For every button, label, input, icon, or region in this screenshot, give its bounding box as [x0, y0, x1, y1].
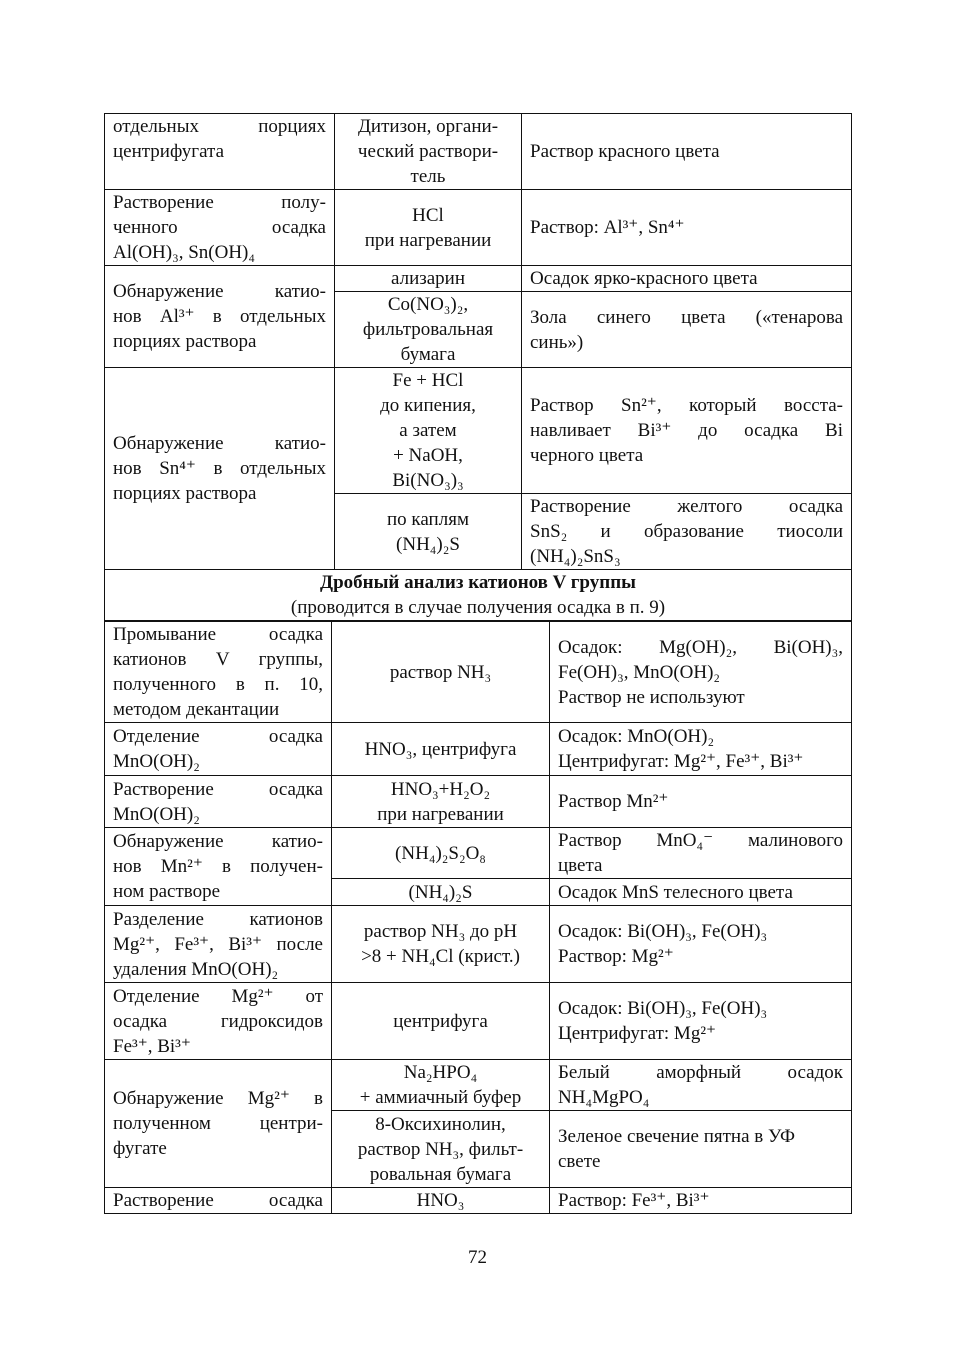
cell-line: фильтровальная	[362, 319, 494, 340]
cell-line: MnO(OH)₂	[113, 803, 200, 825]
table-row	[105, 906, 852, 983]
cell-line: HCl	[412, 204, 444, 226]
reagent-cell	[332, 1111, 550, 1188]
table-row	[105, 114, 852, 190]
cell-line: Центрифугат: Mg²⁺, Fe³⁺, Bi³⁺	[558, 751, 804, 772]
result-cell	[550, 723, 852, 776]
cell-line: навливает Bi³⁺ до осадка Bi	[530, 420, 843, 441]
cell-line: SnS₂ и образование тиосоли	[530, 521, 843, 542]
cell-line: Co(NO₃)₂,	[387, 294, 469, 315]
table-row	[105, 723, 852, 776]
section-header	[105, 570, 852, 621]
table-row	[105, 570, 852, 621]
table-row	[105, 266, 852, 292]
cell-line: Зола синего цвета («тенарова	[530, 306, 843, 328]
result-cell: Раствор красного цвета	[522, 114, 852, 190]
reagent-cell	[335, 368, 522, 494]
cell-line: свете	[558, 1151, 601, 1172]
operation-cell	[105, 190, 335, 266]
cell-line: ровальная бумага	[369, 1163, 512, 1185]
cell-line: полученном центри-	[113, 1113, 323, 1134]
cell-line: ченного осадка	[113, 217, 326, 238]
cell-line: Отделение Mg²⁺ от	[113, 985, 323, 1007]
cell-line: ном растворе	[113, 881, 221, 902]
reagent-cell	[335, 114, 522, 190]
cell-line: центрифугата	[113, 141, 225, 162]
cell-line: Белый аморфный осадок	[558, 1062, 843, 1083]
cell-line: Fe + HCl	[392, 370, 464, 391]
cell-line: ческий раствори-	[357, 141, 499, 162]
table-row	[105, 983, 852, 1060]
operation-cell	[105, 266, 335, 368]
table-row	[105, 828, 852, 879]
table-row	[105, 190, 852, 266]
result-cell	[550, 622, 852, 723]
cell-line: Обнаружение катио-	[113, 433, 326, 454]
cell-line: >8 + NH₄Cl (крист.)	[361, 946, 520, 967]
reagent-cell: HNO₃, центрифуга	[332, 723, 550, 776]
result-cell: Раствор Mn²⁺	[550, 776, 852, 828]
result-cell	[550, 828, 852, 879]
page-number: 72	[468, 1247, 487, 1268]
reagent-cell: (NH₄)₂S	[332, 879, 550, 906]
operation-cell	[105, 906, 332, 983]
cell-line: Осадок: Bi(OH)₃, Fe(OH)₃	[558, 921, 768, 942]
cell-line: (NH₄)₂S	[396, 533, 460, 555]
analysis-table-bottom	[104, 621, 852, 1214]
cell-line: Bi(NO₃)₃	[392, 470, 464, 491]
cell-line: осадка гидроксидов	[113, 1010, 323, 1032]
cell-line: Fe(OH)₃, MnO(OH)₂	[558, 661, 721, 683]
cell-line: катионов V группы,	[113, 649, 323, 670]
section-title: Дробный анализ катионов V группы	[320, 572, 636, 593]
cell-line: нов Sn⁴⁺ в отдельных	[113, 458, 326, 479]
result-cell	[522, 368, 852, 494]
cell-line: Обнаружение катио-	[113, 281, 326, 302]
cell-line: тель	[410, 166, 446, 187]
cell-line: Раствор MnO₄⁻ малинового	[558, 830, 843, 851]
cell-line: Fe³⁺, Bi³⁺	[113, 1035, 191, 1057]
cell-line: Разделение катионов	[113, 908, 323, 930]
result-cell	[550, 1111, 852, 1188]
cell-line: бумага	[400, 344, 456, 365]
cell-line: (NH₄)₂SnS₃	[530, 546, 621, 567]
reagent-cell	[332, 1060, 550, 1111]
operation-cell	[105, 114, 335, 190]
cell-line: Na₂HPO₄	[403, 1062, 478, 1083]
result-cell	[522, 292, 852, 368]
cell-line: при нагревании	[364, 229, 492, 251]
table-row	[105, 1188, 852, 1214]
cell-line: Отделение осадка	[113, 726, 323, 747]
operation-cell	[105, 828, 332, 906]
cell-line: Обнаружение Mg²⁺ в	[113, 1088, 323, 1109]
cell-line: отдельных порциях	[113, 116, 326, 137]
cell-line: полученного в п. 10,	[113, 674, 323, 695]
cell-line: Центрифугат: Mg²⁺	[558, 1023, 717, 1044]
cell-line: Растворение желтого осадка	[530, 496, 843, 517]
cell-line: а затем	[399, 420, 457, 441]
operation-cell	[105, 368, 335, 570]
cell-line: Mg²⁺, Fe³⁺, Bi³⁺ после	[113, 933, 323, 955]
cell-line: Растворение осадка	[113, 778, 323, 800]
reagent-cell: HNO₃	[332, 1188, 550, 1214]
reagent-cell: ализарин	[335, 266, 522, 292]
reagent-cell	[332, 906, 550, 983]
reagent-cell: центрифуга	[332, 983, 550, 1060]
cell-line: удаления MnO(OH)₂	[113, 958, 279, 980]
reagent-cell	[335, 292, 522, 368]
cell-line: Раствор: Mg²⁺	[558, 946, 674, 967]
cell-line: методом декантации	[113, 699, 280, 720]
cell-line: фугате	[113, 1138, 167, 1159]
result-cell	[550, 1060, 852, 1111]
table-row	[105, 776, 852, 828]
operation-cell	[105, 622, 332, 723]
section-subtitle: (проводится в случае получения осадка в п. 9)	[290, 597, 666, 618]
reagent-cell	[335, 190, 522, 266]
cell-line: + NaOH,	[393, 445, 463, 466]
reagent-cell: (NH₄)₂S₂O₈	[332, 828, 550, 879]
cell-line: NH₄MgPO₄	[558, 1087, 650, 1108]
cell-line: раствор NH₃, фильт-	[357, 1138, 524, 1160]
cell-line: MnO(OH)₂	[113, 751, 200, 772]
cell-line: при нагревании	[377, 803, 504, 825]
cell-line: до кипения,	[380, 395, 476, 416]
result-cell	[522, 494, 852, 570]
analysis-table-top	[104, 113, 852, 621]
cell-line: черного цвета	[530, 445, 644, 466]
cell-line: Зеленое свечение пятна в УФ	[558, 1126, 796, 1147]
cell-line: по каплям	[387, 508, 469, 530]
result-cell	[550, 983, 852, 1060]
cell-line: Al(OH)₃, Sn(OH)₄	[113, 242, 256, 263]
cell-line: нов Mn²⁺ в получен-	[113, 856, 323, 877]
reagent-cell: раствор NH₃	[332, 622, 550, 723]
reagent-cell	[335, 494, 522, 570]
cell-line: цвета	[558, 855, 603, 876]
table-row	[105, 368, 852, 494]
table-row	[105, 1060, 852, 1111]
cell-line: Осадок: MnO(OH)₂	[558, 726, 715, 747]
cell-line: HNO₃+H₂O₂	[390, 778, 491, 800]
result-cell	[550, 906, 852, 983]
result-cell: Раствор: Al³⁺, Sn⁴⁺	[522, 190, 852, 266]
cell-line: Обнаружение катио-	[113, 831, 323, 852]
operation-cell: Растворение осадка	[105, 1188, 332, 1214]
table-row	[105, 622, 852, 723]
cell-line: порциях раствора	[113, 331, 257, 352]
result-cell: Осадок MnS телесного цвета	[550, 879, 852, 906]
cell-line: 8-Оксихинолин,	[375, 1113, 506, 1135]
operation-cell	[105, 723, 332, 776]
operation-cell	[105, 1060, 332, 1188]
result-cell: Раствор: Fe³⁺, Bi³⁺	[550, 1188, 852, 1214]
cell-line: Раствор не используют	[558, 686, 745, 708]
cell-line: Осадок: Bi(OH)₃, Fe(OH)₃	[558, 998, 768, 1019]
cell-line: Промывание осадка	[113, 624, 323, 645]
reagent-cell	[332, 776, 550, 828]
cell-line: нов Al³⁺ в отдельных	[113, 306, 326, 327]
operation-cell	[105, 776, 332, 828]
cell-line: Растворение полу-	[113, 192, 326, 213]
cell-line: Осадок: Mg(OH)₂, Bi(OH)₃,	[558, 636, 843, 658]
operation-cell	[105, 983, 332, 1060]
cell-line: раствор NH₃ до pH	[363, 921, 518, 942]
cell-line: Раствор Sn²⁺, который восста-	[530, 395, 843, 416]
cell-line: Дитизон, органи-	[357, 116, 499, 137]
result-cell: Осадок ярко-красного цвета	[522, 266, 852, 292]
cell-line: + аммиачный буфер	[359, 1087, 522, 1108]
cell-line: порциях раствора	[113, 483, 257, 504]
cell-line: синь»)	[530, 331, 584, 353]
